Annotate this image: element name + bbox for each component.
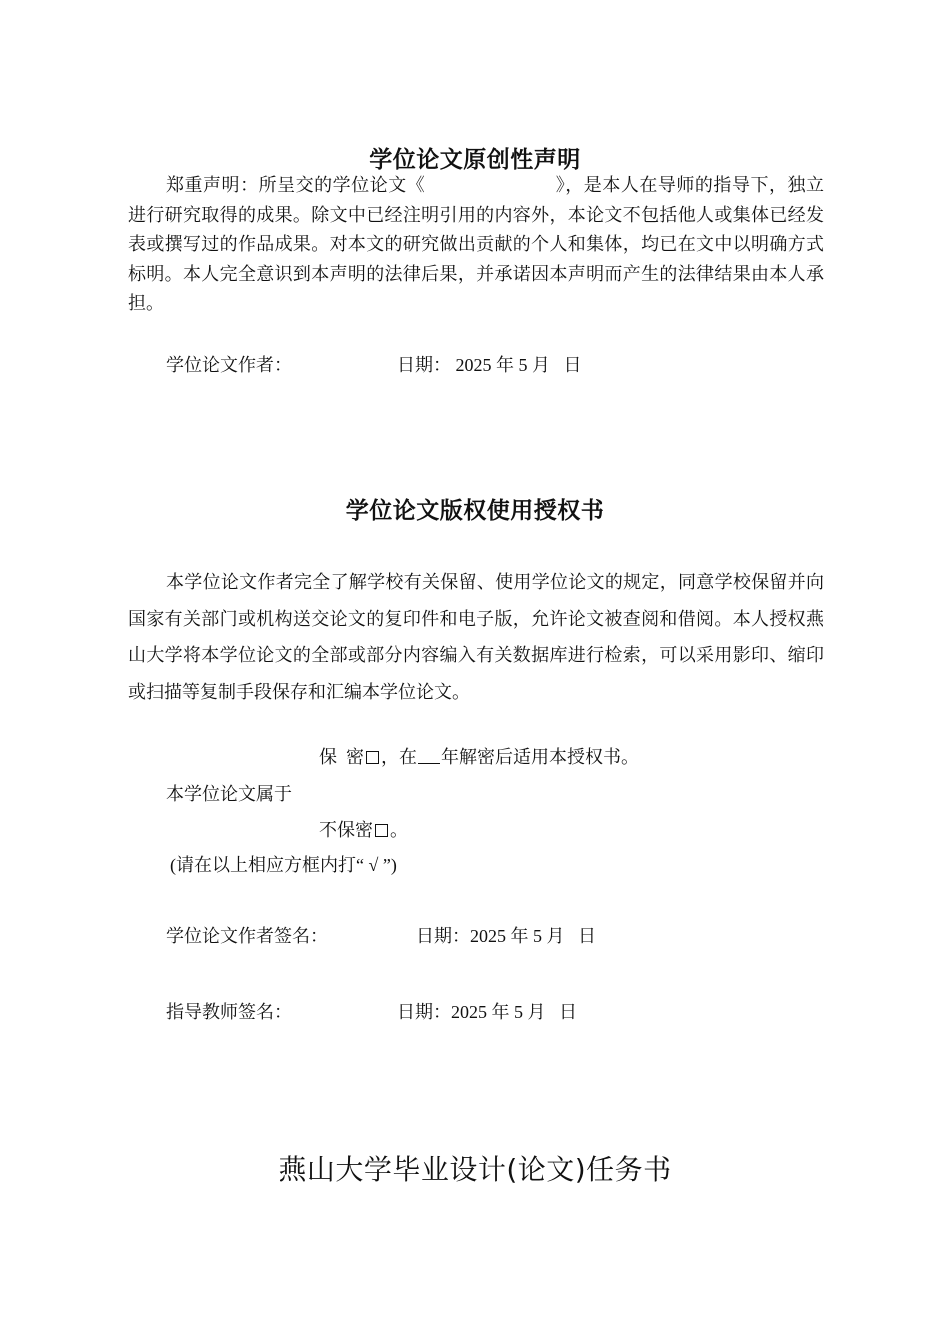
originality-date-label: 日期：: [397, 355, 451, 375]
secret-option: [319, 743, 639, 769]
advisor-sign-label: 指导教师签名：: [166, 1002, 292, 1022]
advisor-sign-date: 日期：2025 年 5 月 日: [397, 1002, 577, 1022]
originality-date: [397, 351, 582, 377]
belongs-label: 本学位论文属于: [166, 784, 292, 804]
originality-text-rest: 》，是本人在导师的指导下，独立进行研究取得的成果。除文中已经注明引用的内容外，本论文不包括他人或集体已经发表或撰写过的作品成果。对本文的研究做出贡献的个人和集体，均已在文中以明确方式标明。本人完全意识到本声明的法律后果，并承诺因本声明而产生的法律结果由本人承担。: [128, 175, 825, 313]
secret-tail: 年解密后适用本授权书。: [441, 747, 639, 767]
originality-date-value: 2025 年 5 月 日: [455, 355, 582, 375]
originality-text-start: 郑重声明：所呈交的学位论文《: [166, 175, 426, 195]
secret-mid: ，在: [381, 747, 417, 767]
originality-paragraph: [128, 171, 824, 319]
years-blank: [418, 748, 440, 764]
nonsecret-option: [319, 816, 408, 842]
task-title: 燕山大学毕业设计(论文)任务书: [278, 1153, 672, 1186]
nonsecret-tail: 。: [390, 820, 408, 840]
check-note: (请在以上相应方框内打“ √ ”): [170, 855, 397, 875]
secret-label: 保 密: [319, 747, 364, 767]
author-sign-label: 学位论文作者签名：: [166, 926, 328, 946]
nonsecret-label: 不保密: [319, 820, 373, 840]
originality-title: 学位论文原创性声明: [369, 147, 581, 173]
nonsecret-checkbox[interactable]: [375, 824, 388, 837]
authorization-paragraph: 本学位论文作者完全了解学校有关保留、使用学位论文的规定，同意学校保留并向国家有关部门或机构送交论文的复印件和电子版，允许论文被查阅和借阅。本人授权燕山大学将本学位论文的全部或部分内容编入有关数据库进行检索，可以采用影印、缩印或扫描等复制手段保存和汇编本学位论文。: [128, 572, 824, 702]
secret-checkbox[interactable]: [366, 751, 379, 764]
authorization-title: 学位论文版权使用授权书: [345, 498, 605, 524]
author-sign-date: 日期：2025 年 5 月 日: [416, 926, 596, 946]
originality-author-label: 学位论文作者：: [166, 355, 292, 375]
